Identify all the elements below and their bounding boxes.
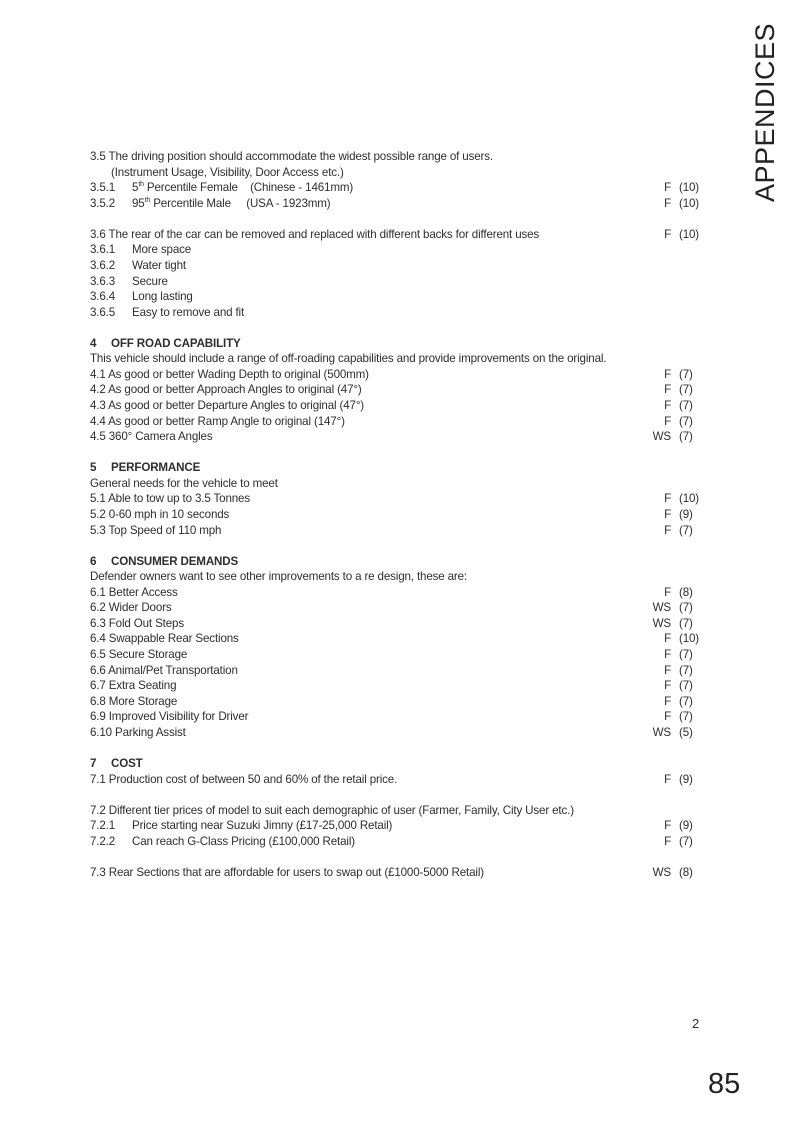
item-number: 3.6.4 (90, 290, 116, 304)
item-text (90, 865, 484, 881)
item-text-content: 6.10 Parking Assist (90, 725, 186, 739)
item-text-content: 6.9 Improved Visibility for Driver (90, 710, 249, 724)
requirement-line (90, 803, 710, 819)
item-text (132, 180, 353, 196)
item-text-content: More space (132, 243, 192, 257)
item-text-content: Secure (132, 274, 168, 288)
priority-flag: WS (652, 616, 671, 630)
item-text-content: 3.5 The driving position should accommodate the widest possible range of users. (90, 150, 493, 163)
priority-flag: F (664, 507, 671, 521)
requirement-line (90, 165, 710, 181)
item-text (90, 382, 362, 398)
section-side-title: APPENDICES (750, 22, 780, 202)
item-text-content: 6.8 More Storage (90, 694, 178, 708)
item-text (132, 242, 191, 258)
priority-weight: (7) (679, 601, 693, 615)
requirement-line (90, 834, 710, 850)
requirement-line (90, 305, 710, 321)
item-text-content: COST (111, 756, 143, 770)
priority-weight: (8) (679, 865, 693, 879)
item-text (90, 616, 184, 632)
item-text-content: 4.2 As good or better Approach Angles to original (47°) (90, 383, 362, 397)
priority-weight: (7) (679, 834, 693, 848)
item-text-content: Percentile Male (USA - 1923mm) (150, 196, 331, 210)
requirement-line (90, 180, 710, 196)
priority-weight: (5) (679, 725, 693, 739)
section-heading (90, 756, 710, 772)
item-text (90, 227, 539, 243)
priority-flag: F (664, 196, 671, 210)
requirement-line (90, 414, 710, 430)
requirement-line (90, 382, 710, 398)
item-text (132, 196, 330, 212)
requirement-line (90, 398, 710, 414)
priority-flag: WS (652, 865, 671, 879)
item-number: 4 (90, 336, 97, 350)
item-text-content: 4.4 As good or better Ramp Angle to original (147°) (90, 414, 345, 428)
item-number: 7.2.1 (90, 819, 116, 833)
item-text (90, 709, 248, 725)
item-text-content: 6.6 Animal/Pet Transportation (90, 663, 238, 677)
item-number: 3.5.1 (90, 181, 116, 195)
item-text (90, 476, 278, 492)
priority-flag: F (664, 492, 671, 506)
priority-weight: (7) (679, 414, 693, 428)
requirement-line (90, 351, 710, 367)
requirement-line (90, 600, 710, 616)
item-text (90, 803, 574, 819)
requirement-line (90, 149, 710, 165)
item-text-content: Defender owners want to see other improvements to a re design, these are: (90, 570, 468, 584)
item-text-content: CONSUMER DEMANDS (111, 554, 239, 568)
item-number: 5 (90, 461, 97, 475)
requirement-line (90, 258, 710, 274)
item-text-content: Price starting near Suzuki Jimny (£17-25,000 Retail) (132, 819, 393, 833)
priority-flag: F (664, 632, 671, 646)
item-text-content: 5.1 Able to tow up to 3.5 Tonnes (90, 492, 250, 506)
item-text (90, 414, 345, 430)
priority-weight: (7) (679, 679, 693, 693)
item-text-content: 4.3 As good or better Departure Angles to original (47°) (90, 399, 365, 412)
item-text (132, 289, 193, 305)
priority-weight: (10) (679, 632, 700, 646)
priority-weight: (10) (679, 492, 700, 506)
priority-flag: F (664, 694, 671, 708)
item-text-content: 7.1 Production cost of between 50 and 60% of the retail price. (90, 772, 398, 786)
item-text (111, 554, 238, 570)
priority-weight: (9) (679, 507, 693, 521)
item-text-content: 3.6 The rear of the car can be removed and replaced with different backs for different uses (90, 227, 540, 241)
item-text (90, 585, 178, 601)
priority-weight: (7) (679, 616, 693, 630)
requirement-line (90, 367, 710, 383)
item-text (132, 305, 244, 321)
item-text-content: 6.4 Swappable Rear Sections (90, 632, 239, 646)
requirement-line (90, 274, 710, 290)
blank-line (90, 320, 710, 336)
requirement-line (90, 694, 710, 710)
requirement-line (90, 725, 710, 741)
priority-weight: (7) (679, 648, 693, 661)
item-text (90, 367, 369, 383)
item-text (90, 647, 187, 663)
requirement-line (90, 647, 710, 663)
item-text (90, 631, 239, 647)
item-text (90, 772, 397, 788)
item-text-content: PERFORMANCE (111, 461, 201, 475)
item-number: 6 (90, 554, 97, 568)
priority-weight: (7) (679, 694, 693, 708)
priority-flag: WS (652, 725, 671, 739)
item-number: 3.6.5 (90, 305, 116, 319)
item-text (90, 678, 176, 694)
requirement-line (90, 616, 710, 632)
item-text (111, 460, 200, 476)
priority-flag: F (664, 819, 671, 833)
requirement-line (90, 569, 710, 585)
item-text (90, 523, 221, 539)
priority-flag: F (664, 414, 671, 428)
blank-line (90, 787, 710, 803)
requirement-line (90, 631, 710, 647)
item-text-content: 5.3 Top Speed of 110 mph (90, 523, 222, 537)
item-number: 7.2.2 (90, 834, 116, 848)
item-text-content: 6.1 Better Access (90, 585, 178, 599)
item-number: 3.6.3 (90, 274, 116, 288)
item-text (111, 756, 143, 772)
item-text (90, 663, 238, 679)
requirement-line (90, 507, 710, 523)
item-text-content: This vehicle should include a range of off-roading capabilities and provide improvements on the original. (90, 352, 607, 366)
priority-weight: (10) (679, 227, 700, 241)
item-text (90, 149, 493, 165)
item-text (111, 165, 344, 181)
requirement-line (90, 523, 710, 539)
item-text (90, 600, 172, 616)
item-text (132, 818, 392, 834)
priority-weight: (7) (679, 663, 693, 677)
item-text (90, 507, 229, 523)
item-text (132, 274, 168, 290)
percentile-value: 95 (132, 196, 145, 210)
requirement-line (90, 678, 710, 694)
priority-flag: F (664, 663, 671, 677)
requirement-line (90, 227, 710, 243)
priority-flag: F (664, 181, 671, 195)
item-text (90, 429, 213, 445)
page-number: 85 (708, 1068, 741, 1100)
priority-weight: (10) (679, 196, 700, 210)
priority-weight: (7) (679, 523, 693, 537)
requirement-line (90, 663, 710, 679)
ordinal-suffix: th (144, 196, 151, 204)
priority-weight: (8) (679, 585, 693, 599)
item-number: 3.5.2 (90, 196, 116, 210)
item-number: 7 (90, 756, 97, 770)
priority-flag: F (664, 383, 671, 397)
item-text (132, 834, 355, 850)
item-text (90, 569, 467, 585)
requirement-line (90, 196, 710, 212)
item-text-content: General needs for the vehicle to meet (90, 476, 278, 490)
priority-weight: (7) (679, 383, 693, 397)
item-text-content: 4.1 As good or better Wading Depth to original (500mm) (90, 367, 369, 381)
item-text-content: (Instrument Usage, Visibility, Door Access etc.) (111, 165, 344, 179)
requirement-line (90, 818, 710, 834)
section-heading (90, 554, 710, 570)
item-text-content: 6.5 Secure Storage (90, 648, 188, 661)
item-text (111, 336, 241, 352)
ordinal-suffix: th (138, 181, 144, 189)
item-text-content: Can reach G-Class Pricing (£100,000 Retail) (132, 834, 355, 848)
blank-line (90, 445, 710, 461)
priority-flag: F (664, 399, 671, 412)
requirement-line (90, 289, 710, 305)
item-number: 3.6.2 (90, 258, 116, 272)
item-text (90, 725, 186, 741)
item-text (90, 351, 606, 367)
item-text (132, 258, 186, 274)
priority-weight: (9) (679, 772, 693, 786)
blank-line (90, 740, 710, 756)
priority-flag: F (664, 227, 671, 241)
requirement-line (90, 772, 710, 788)
blank-line (90, 211, 710, 227)
percentile-value: 5 (132, 181, 139, 195)
priority-flag: F (664, 367, 671, 381)
priority-flag: F (664, 648, 671, 661)
item-text-content: 5.2 0-60 mph in 10 seconds (90, 507, 230, 521)
item-text-content: Long lasting (132, 290, 193, 304)
blank-line (90, 849, 710, 865)
item-text-content: 6.3 Fold Out Steps (90, 616, 184, 630)
item-text-content: Percentile Female (Chinese - 1461mm) (143, 181, 354, 195)
priority-weight: (7) (679, 399, 693, 412)
priority-flag: WS (652, 601, 671, 615)
item-text-content: 7.2 Different tier prices of model to suit each demographic of user (Farmer, Family, City User etc.) (90, 803, 574, 817)
item-text-content: Water tight (132, 258, 186, 272)
requirement-line (90, 865, 710, 881)
priority-weight: (10) (679, 181, 700, 195)
section-heading (90, 460, 710, 476)
requirement-line (90, 242, 710, 258)
item-text (90, 694, 177, 710)
requirement-line (90, 491, 710, 507)
priority-weight: (7) (679, 367, 693, 381)
priority-flag: F (664, 523, 671, 537)
section-heading (90, 336, 710, 352)
requirements-list (90, 149, 710, 880)
item-text-content: 4.5 360° Camera Angles (90, 430, 213, 444)
priority-weight: (7) (679, 710, 693, 724)
requirement-line (90, 476, 710, 492)
priority-flag: F (664, 710, 671, 724)
item-text (90, 398, 364, 414)
section-page-number: 2 (692, 1016, 700, 1031)
priority-flag: F (664, 834, 671, 848)
priority-weight: (7) (679, 430, 693, 444)
requirement-line (90, 429, 710, 445)
item-text-content: 7.3 Rear Sections that are affordable for users to swap out (£1000-5000 Retail) (90, 865, 484, 879)
priority-flag: F (664, 585, 671, 599)
item-text-content: OFF ROAD CAPABILITY (111, 336, 241, 350)
item-text-content: 6.7 Extra Seating (90, 679, 177, 693)
priority-weight: (9) (679, 819, 693, 833)
item-number: 3.6.1 (90, 243, 116, 257)
priority-flag: WS (652, 430, 671, 444)
requirement-line (90, 709, 710, 725)
item-text-content: 6.2 Wider Doors (90, 601, 172, 615)
priority-flag: F (664, 679, 671, 693)
item-text (90, 491, 250, 507)
requirement-line (90, 585, 710, 601)
item-text-content: Easy to remove and fit (132, 305, 245, 319)
blank-line (90, 538, 710, 554)
priority-flag: F (664, 772, 671, 786)
